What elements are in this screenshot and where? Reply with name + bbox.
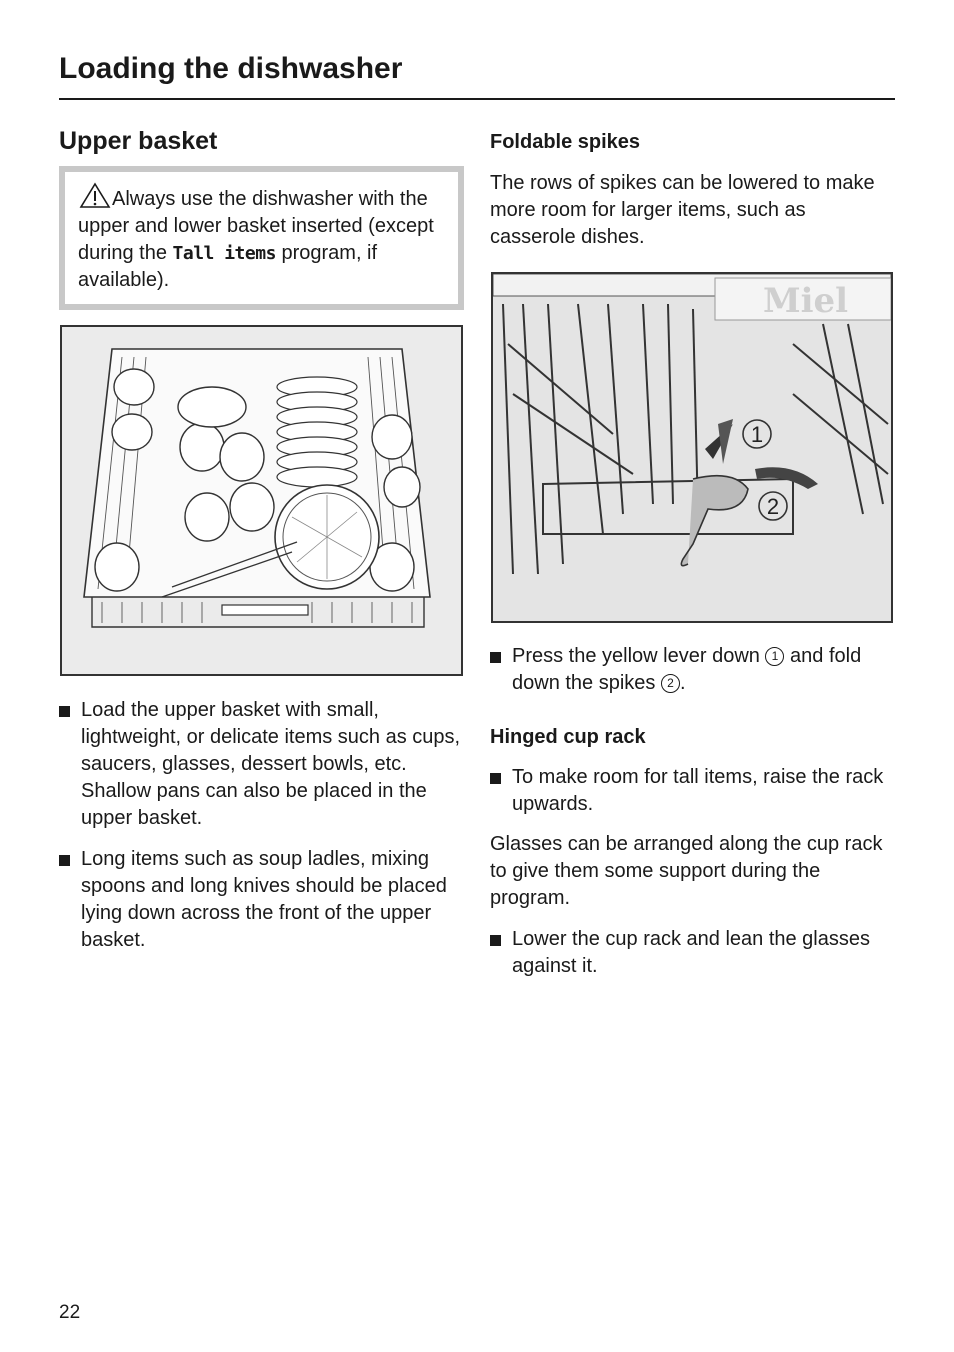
bullet-square-icon xyxy=(59,706,70,717)
warning-text-after: program, if available). xyxy=(78,242,378,291)
warning-triangle-icon xyxy=(78,182,112,208)
list-item xyxy=(490,643,895,697)
foldable-spikes-illustration xyxy=(491,272,893,623)
bullet-text: Press the yellow lever down xyxy=(512,645,760,667)
right-column xyxy=(490,128,895,251)
warning-box xyxy=(59,166,464,310)
circled-2-icon: 2 xyxy=(661,674,680,693)
bullet-text: Long items such as soup ladles, mixing spoons and long knives should be placed lying down across the front of the upper basket. xyxy=(81,848,447,951)
title-divider xyxy=(59,98,895,100)
marker-1-label: 1 xyxy=(750,422,764,447)
bullet-text: Lower the cup rack and lean the glasses against it. xyxy=(512,928,870,977)
bullet-text-continued: Shallow pans can also be placed in the upper basket. xyxy=(81,780,427,829)
upper-basket-heading: Upper basket xyxy=(59,127,218,155)
right-lower-content xyxy=(490,643,895,980)
bullet-square-icon xyxy=(59,855,70,866)
bullet-text: To make room for tall items, raise the rack upwards. xyxy=(512,766,884,815)
cup-rack-text: Glasses can be arranged along the cup rack to give them some support during the program. xyxy=(490,833,883,909)
bullet-square-icon xyxy=(490,773,501,784)
hinged-cup-rack-heading: Hinged cup rack xyxy=(490,726,646,748)
page-number: 22 xyxy=(59,1302,81,1323)
list-item xyxy=(490,764,895,818)
logo-text: Miel xyxy=(763,281,849,321)
marker-2-label: 2 xyxy=(766,494,780,519)
foldable-spikes-text: The rows of spikes can be lowered to make more room for larger items, such as casserole dishes. xyxy=(490,172,875,248)
foldable-spikes-heading: Foldable spikes xyxy=(490,131,641,153)
page-title: Loading the dishwasher xyxy=(59,52,403,85)
circled-1-icon: 1 xyxy=(765,647,784,666)
left-bullets xyxy=(59,697,464,954)
upper-basket-illustration xyxy=(60,325,463,676)
list-item xyxy=(59,846,464,954)
bullet-text: and fold down the spikes xyxy=(512,645,862,694)
list-item xyxy=(490,926,895,980)
list-item xyxy=(59,697,464,832)
bullet-square-icon xyxy=(490,652,501,663)
program-name-tall-items: Tall items xyxy=(172,243,276,264)
bullet-text: Load the upper basket with small, lightweight, or delicate items such as cups, saucers, glasses, dessert bowls, etc. xyxy=(81,699,461,775)
warning-text-before: Always use the dishwasher with the upper and lower basket inserted (except during the xyxy=(78,188,434,264)
bullet-text-end: . xyxy=(679,672,686,694)
bullet-square-icon xyxy=(490,935,501,946)
left-column xyxy=(59,125,464,310)
